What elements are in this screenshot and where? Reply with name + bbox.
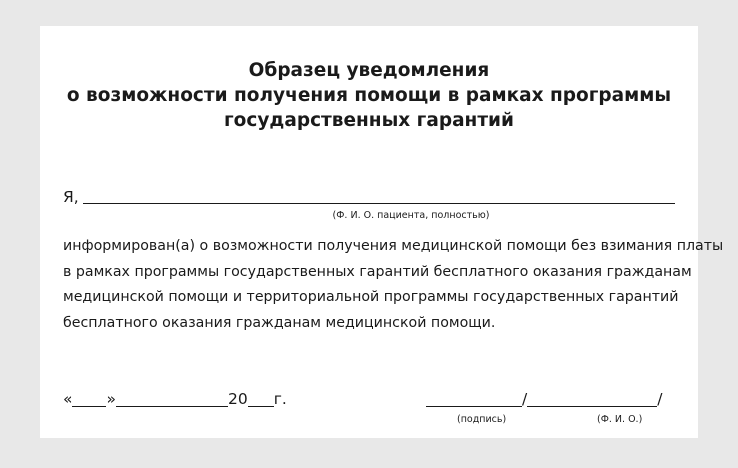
signature-slash-1: / bbox=[522, 390, 528, 408]
notice-body-text bbox=[63, 234, 724, 336]
patient-fio-caption: (Ф. И. О. пациента, полностью) bbox=[332, 210, 490, 221]
signer-fio-blank[interactable] bbox=[527, 389, 657, 407]
year-suffix: г. bbox=[273, 390, 287, 408]
body-line: информирован(а) о возможности получения медицинской помощи без взимания платы bbox=[63, 238, 724, 254]
day-blank[interactable] bbox=[72, 389, 106, 407]
title-line-2: о возможности получения помощи в рамках программы bbox=[66, 85, 672, 106]
body-line: медицинской помощи и территориальной программы государственных гарантий bbox=[63, 289, 679, 305]
ya-label: Я, bbox=[63, 188, 79, 206]
title-line-3: государственных гарантий bbox=[224, 110, 514, 131]
body-line: в рамках программы государственных гарантий бесплатного оказания гражданам bbox=[63, 263, 692, 280]
document-sheet bbox=[40, 26, 724, 438]
year-prefix: 20 bbox=[227, 390, 248, 408]
signature-caption: (подпись) bbox=[457, 414, 507, 425]
date-field bbox=[63, 388, 287, 410]
document-title bbox=[40, 58, 698, 133]
title-line-1: Образец уведомления bbox=[248, 60, 490, 81]
patient-name-blank-line[interactable] bbox=[83, 203, 675, 204]
year-blank[interactable] bbox=[248, 389, 274, 407]
date-close-quote: » bbox=[106, 390, 116, 408]
body-line: бесплатного оказания гражданам медицинской помощи. bbox=[63, 314, 496, 331]
signature-slash-2: / bbox=[657, 390, 663, 408]
signer-fio-caption: (Ф. И. О.) bbox=[597, 414, 643, 425]
patient-name-row bbox=[63, 186, 675, 210]
date-open-quote: « bbox=[63, 390, 73, 408]
signature-field bbox=[426, 388, 662, 410]
signature-blank[interactable] bbox=[426, 389, 522, 407]
month-blank[interactable] bbox=[116, 389, 228, 407]
